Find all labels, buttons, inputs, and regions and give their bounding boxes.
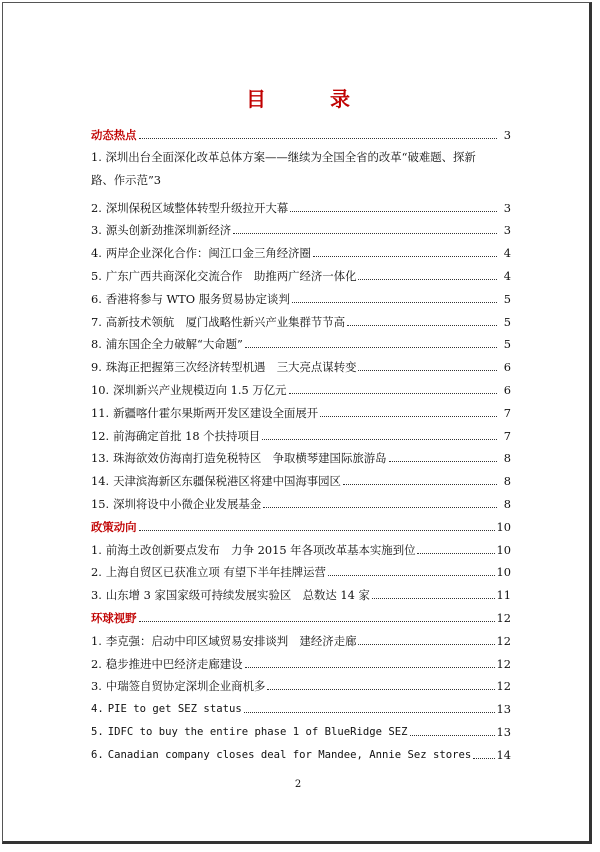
dot-leader: [320, 416, 497, 417]
page-number: 12: [496, 633, 511, 648]
section-title: 环球视野: [91, 610, 137, 625]
dot-leader: [410, 735, 495, 736]
entry-title: [91, 725, 408, 739]
document-page: [2, 2, 592, 844]
entry-title: [91, 474, 341, 488]
toc-entry[interactable]: [91, 283, 511, 306]
entry-text: 香港将参与 WTO 服务贸易协定谈判: [105, 291, 290, 306]
toc-entry[interactable]: [91, 306, 511, 329]
entry-number: 1.: [91, 149, 102, 164]
page-number: 4: [503, 268, 511, 283]
toc-entry[interactable]: [91, 579, 511, 602]
dot-leader: [244, 712, 495, 713]
entry-text: 深圳保税区域整体转型升级拉开大幕: [105, 200, 289, 215]
entry-title: [91, 497, 261, 511]
dot-leader: [343, 484, 497, 485]
toc-entry[interactable]: [91, 142, 511, 192]
entry-number: 8.: [91, 337, 102, 352]
dot-leader: [417, 553, 494, 554]
toc-section-heading[interactable]: [91, 602, 511, 625]
entry-title: [91, 360, 356, 374]
page-number: 11: [496, 588, 511, 603]
page-number: 3: [503, 223, 511, 238]
entry-text: Canadian company closes deal for Mandee, Annie Sez stores: [107, 748, 472, 761]
toc-entry[interactable]: [91, 329, 511, 352]
toc-entry-line1: [91, 146, 511, 169]
toc-entry[interactable]: [91, 351, 511, 374]
dot-leader: [139, 530, 495, 531]
entry-text: 高新技术领航 厦门战略性新兴产业集群节节高: [105, 314, 346, 329]
toc-entry[interactable]: [91, 671, 511, 694]
entry-title: [91, 246, 311, 260]
toc-entry[interactable]: [91, 557, 511, 580]
dot-leader: [328, 575, 495, 576]
dot-leader: [245, 347, 497, 348]
entry-title: [91, 657, 243, 671]
entry-title: [91, 565, 326, 579]
dot-leader: [313, 256, 497, 257]
toc-entry[interactable]: [91, 443, 511, 466]
entry-number: 3.: [91, 223, 102, 238]
page-number: 10: [496, 565, 511, 580]
page-number: 6: [503, 382, 511, 397]
entry-number: 11.: [91, 405, 110, 420]
toc-section-heading[interactable]: [91, 119, 511, 142]
dot-leader: [289, 393, 497, 394]
entry-title: [91, 748, 471, 762]
toc-entry[interactable]: [91, 237, 511, 260]
entry-text: 浦东国企全力破解“大命题”: [105, 337, 243, 352]
entry-number: 7.: [91, 314, 102, 329]
page-number: 3: [503, 127, 511, 142]
entry-number: 4.: [91, 246, 102, 261]
entry-title: [91, 702, 242, 716]
toc-entry[interactable]: [91, 420, 511, 443]
toc-entry[interactable]: [91, 534, 511, 557]
dot-leader: [292, 302, 497, 303]
page-number: 13: [496, 724, 511, 739]
dot-leader: [267, 689, 494, 690]
table-of-contents: [91, 119, 511, 762]
dot-leader: [358, 644, 494, 645]
section-title: 动态热点: [91, 127, 137, 142]
entry-text: 两岸企业深化合作：闽江口金三角经济圈: [105, 246, 311, 261]
dot-leader: [245, 667, 495, 668]
entry-text: 中瑞签自贸协定深圳企业商机多: [105, 679, 266, 694]
entry-text: 源头创新劲推深圳新经济: [105, 223, 232, 238]
entry-number: 5.: [91, 268, 102, 283]
page-number: 7: [503, 405, 511, 420]
page-number: 5: [503, 291, 511, 306]
entry-number: 9.: [91, 360, 102, 375]
dot-leader: [347, 325, 497, 326]
page-number: 14: [496, 747, 511, 762]
entry-title: [91, 679, 265, 693]
page-number: 12: [496, 679, 511, 694]
entry-number: 6.: [91, 748, 104, 761]
page-number: 10: [496, 519, 511, 534]
toc-title: 目 录: [246, 87, 372, 111]
dot-leader: [139, 138, 497, 139]
page-number: 7: [503, 428, 511, 443]
toc-entry-line2: [91, 169, 511, 192]
page-number: 6: [503, 360, 511, 375]
entry-number: 3.: [91, 588, 102, 603]
entry-text: PIE to get SEZ status: [107, 703, 242, 716]
entry-number: 5.: [91, 725, 104, 738]
entry-title: [91, 429, 260, 443]
entry-number: 2.: [91, 200, 102, 215]
entry-number: 6.: [91, 291, 102, 306]
page-number: 13: [496, 702, 511, 717]
entry-title: [91, 543, 415, 557]
page-number: 5: [503, 314, 511, 329]
entry-text: 李克强：启动中印区域贸易安排谈判 建经济走廊: [105, 633, 357, 648]
toc-entry[interactable]: [91, 374, 511, 397]
entry-number: 12.: [91, 428, 110, 443]
entry-title: [91, 201, 288, 215]
page-number: 4: [503, 246, 511, 261]
page-number: 8: [503, 474, 511, 489]
toc-entry[interactable]: [91, 397, 511, 420]
entry-title-continued: 路、作示范”: [91, 172, 154, 187]
page-number: 12: [496, 656, 511, 671]
page-number: 3: [503, 200, 511, 215]
dot-leader: [233, 233, 497, 234]
entry-title: [91, 588, 370, 602]
dot-leader: [372, 598, 495, 599]
entry-text: 天津滨海新区东疆保税港区将建中国海事园区: [113, 474, 341, 489]
entry-number: 4.: [91, 703, 104, 716]
entry-number: 3.: [91, 679, 102, 694]
toc-entry[interactable]: [91, 693, 511, 716]
entry-text: 深圳新兴产业规模迈向 1.5 万亿元: [113, 382, 287, 397]
toc-entry[interactable]: [91, 488, 511, 511]
entry-number: 2.: [91, 565, 102, 580]
entry-title: [91, 406, 318, 420]
dot-leader: [473, 758, 494, 759]
page-number: 8: [503, 496, 511, 511]
toc-entry[interactable]: [91, 260, 511, 283]
toc-entry[interactable]: [91, 192, 511, 215]
section-title: 政策动向: [91, 519, 137, 534]
entry-number: 10.: [91, 382, 110, 397]
dot-leader: [389, 461, 497, 462]
page-number: 5: [503, 337, 511, 352]
entry-number: 15.: [91, 496, 110, 511]
entry-title: 深圳出台全面深化改革总体方案——继续为全国全省的改革“破难题、探新: [105, 149, 476, 164]
footer-page-number: 2: [294, 779, 302, 790]
toc-entry[interactable]: [91, 739, 511, 762]
toc-entry[interactable]: [91, 465, 511, 488]
entry-text: 珠海欲效仿海南打造免税特区 争取横琴建国际旅游岛: [113, 451, 387, 466]
dot-leader: [358, 370, 497, 371]
entry-text: 上海自贸区已获准立项 有望下半年挂牌运营: [105, 565, 326, 580]
entry-title: [91, 634, 356, 648]
entry-text: 前海土改创新要点发布 力争 2015 年各项改革基本实施到位: [105, 542, 416, 557]
toc-entry[interactable]: [91, 625, 511, 648]
page-number: 10: [496, 542, 511, 557]
entry-title: [91, 451, 387, 465]
dot-leader: [139, 621, 495, 622]
dot-leader: [358, 279, 497, 280]
toc-entry[interactable]: [91, 648, 511, 671]
entry-title: [91, 337, 243, 351]
toc-entry[interactable]: [91, 716, 511, 739]
dot-leader: [262, 439, 497, 440]
entry-text: 前海确定首批 18 个扶持项目: [113, 428, 261, 443]
entry-number: 2.: [91, 656, 102, 671]
entry-title: [91, 315, 345, 329]
page-number: 3: [153, 172, 162, 187]
entry-text: IDFC to buy the entire phase 1 of BlueRidge SEZ: [107, 725, 408, 738]
entry-text: 稳步推进中巴经济走廊建设: [105, 656, 243, 671]
entry-number: 1.: [91, 633, 102, 648]
dot-leader: [290, 211, 497, 212]
entry-text: 山东增 3 家国家级可持续发展实验区 总数达 14 家: [105, 588, 370, 603]
toc-entry[interactable]: [91, 215, 511, 238]
entry-text: 深圳将设中小微企业发展基金: [113, 496, 262, 511]
entry-title: [91, 269, 356, 283]
entry-text: 广东广西共商深化交流合作 助推两广经济一体化: [105, 268, 357, 283]
toc-section-heading[interactable]: [91, 511, 511, 534]
entry-title: [91, 383, 287, 397]
dot-leader: [263, 507, 497, 508]
entry-text: 珠海正把握第三次经济转型机遇 三大亮点谋转变: [105, 360, 357, 375]
entry-number: 14.: [91, 474, 110, 489]
entry-title: [91, 223, 231, 237]
entry-number: 13.: [91, 451, 110, 466]
entry-number: 1.: [91, 542, 102, 557]
page-number: 12: [496, 610, 511, 625]
entry-title: [91, 292, 290, 306]
page-number: 8: [503, 451, 511, 466]
entry-text: 新疆喀什霍尔果斯两开发区建设全面展开: [113, 405, 319, 420]
